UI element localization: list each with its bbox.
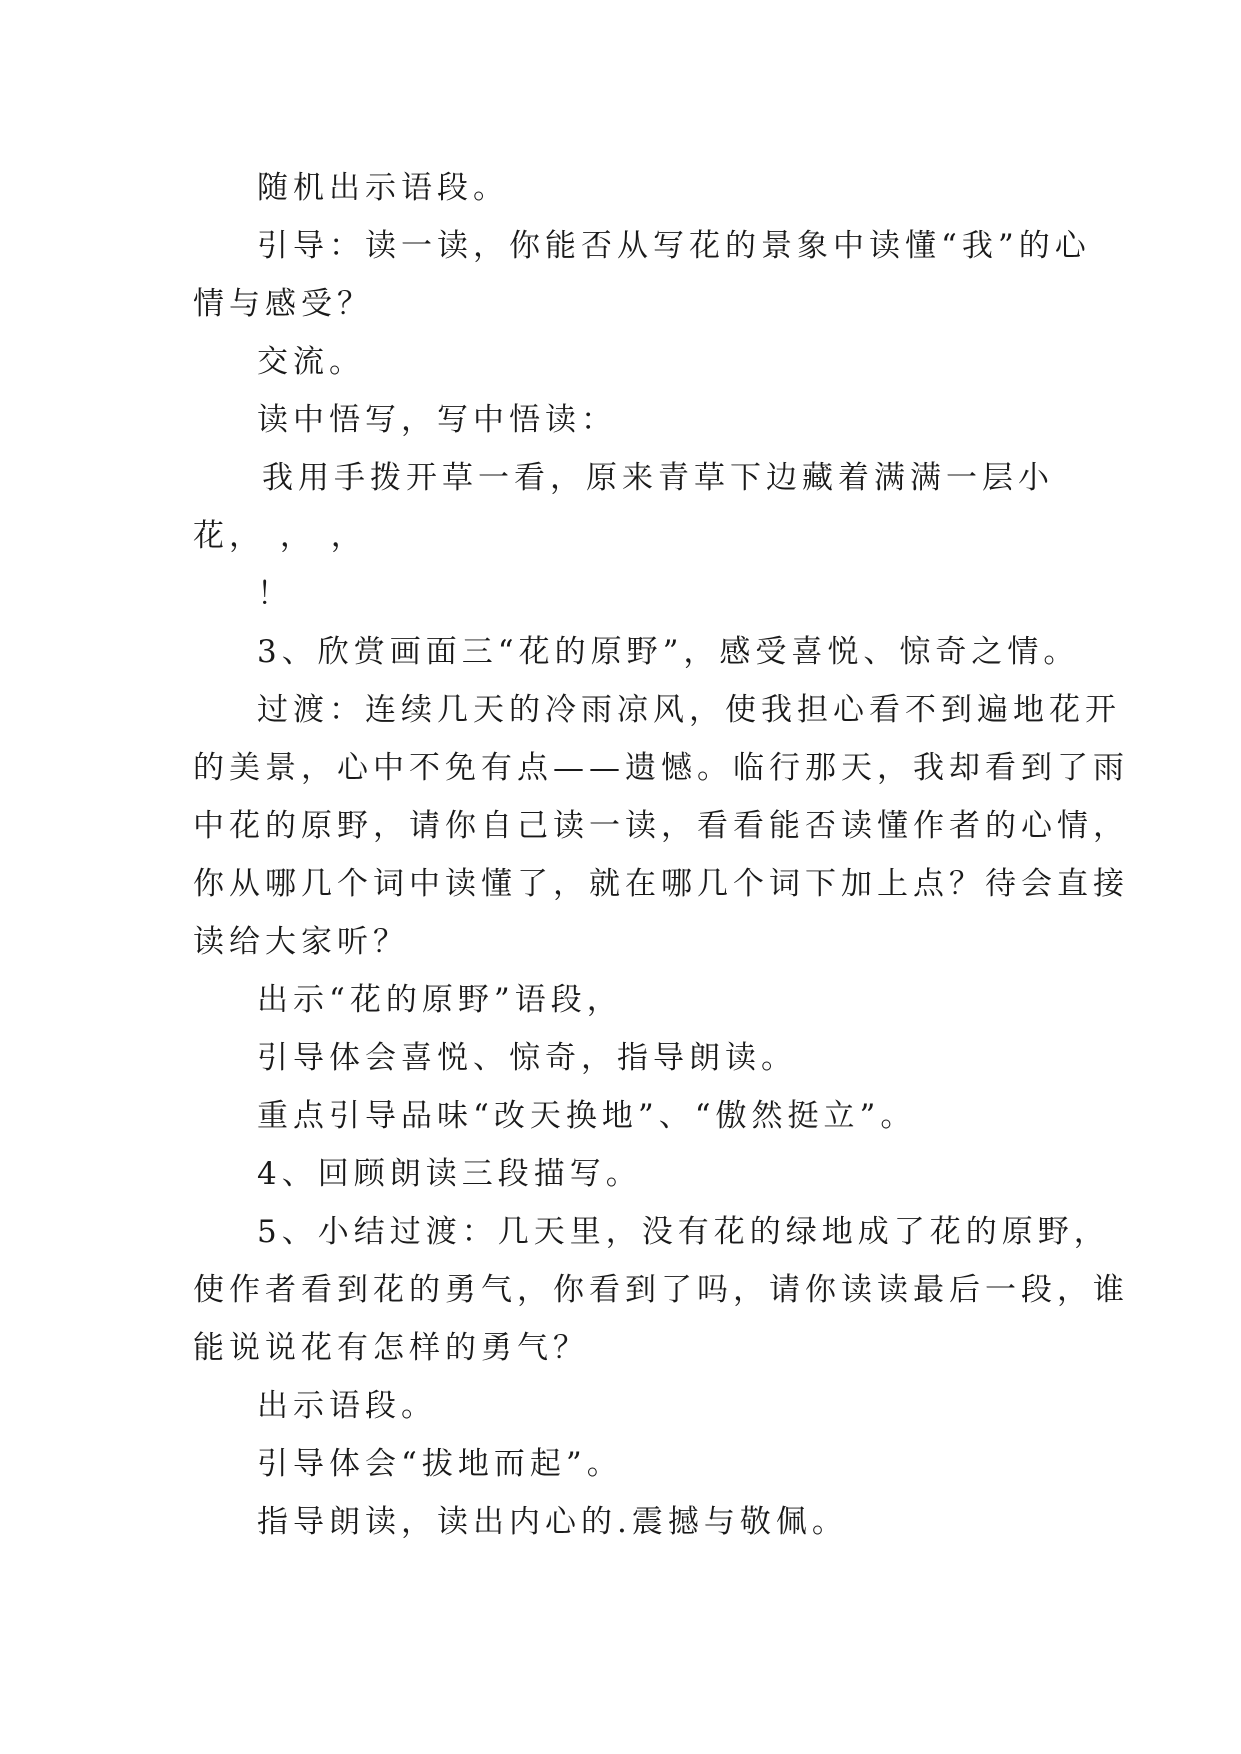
- paragraph-line: 读中悟写，写中悟读：: [257, 402, 617, 438]
- paragraph-line: 指导朗读，读出内心的.震撼与敬佩。: [257, 1504, 848, 1540]
- paragraph-line: 使作者看到花的勇气，你看到了吗，请你读读最后一段，谁: [193, 1272, 1129, 1308]
- paragraph-line: 的美景，心中不免有点——遗憾。临行那天，我却看到了雨: [193, 750, 1129, 786]
- paragraph-line: 4、回顾朗读三段描写。: [257, 1156, 642, 1192]
- paragraph-line: 出示“花的原野”语段，: [257, 982, 623, 1018]
- paragraph-line: ！: [257, 576, 293, 612]
- paragraph-line: 交流。: [257, 344, 365, 380]
- paragraph-line: 过渡：连续几天的冷雨凉风，使我担心看不到遍地花开: [257, 692, 1121, 728]
- paragraph-line: 情与感受？: [193, 286, 373, 322]
- paragraph-line: 引导体会喜悦、惊奇，指导朗读。: [257, 1040, 797, 1076]
- paragraph-line: 你从哪几个词中读懂了，就在哪几个词下加上点？待会直接: [193, 866, 1129, 902]
- paragraph-line: 引导：读一读，你能否从写花的景象中读懂“我”的心: [257, 228, 1091, 264]
- paragraph-line: 5、小结过渡：几天里，没有花的绿地成了花的原野，: [257, 1214, 1110, 1250]
- paragraph-line: 我用手拨开草一看，原来青草下边藏着满满一层小: [262, 460, 1054, 496]
- paragraph-line: 3、欣赏画面三“花的原野”，感受喜悦、惊奇之情。: [257, 634, 1080, 670]
- paragraph-line: 能说说花有怎样的勇气？: [193, 1330, 589, 1366]
- paragraph-line: 随机出示语段。: [257, 170, 509, 206]
- paragraph-line: 读给大家听？: [193, 924, 409, 960]
- paragraph-line: 出示语段。: [257, 1388, 437, 1424]
- paragraph-line: 重点引导品味“改天换地”、“傲然挺立”。: [257, 1098, 917, 1134]
- paragraph-line: 中花的原野，请你自己读一读，看看能否读懂作者的心情，: [193, 808, 1129, 844]
- paragraph-line: 引导体会“拔地而起”。: [257, 1446, 623, 1482]
- paragraph-line: 花， ， ，: [193, 518, 367, 554]
